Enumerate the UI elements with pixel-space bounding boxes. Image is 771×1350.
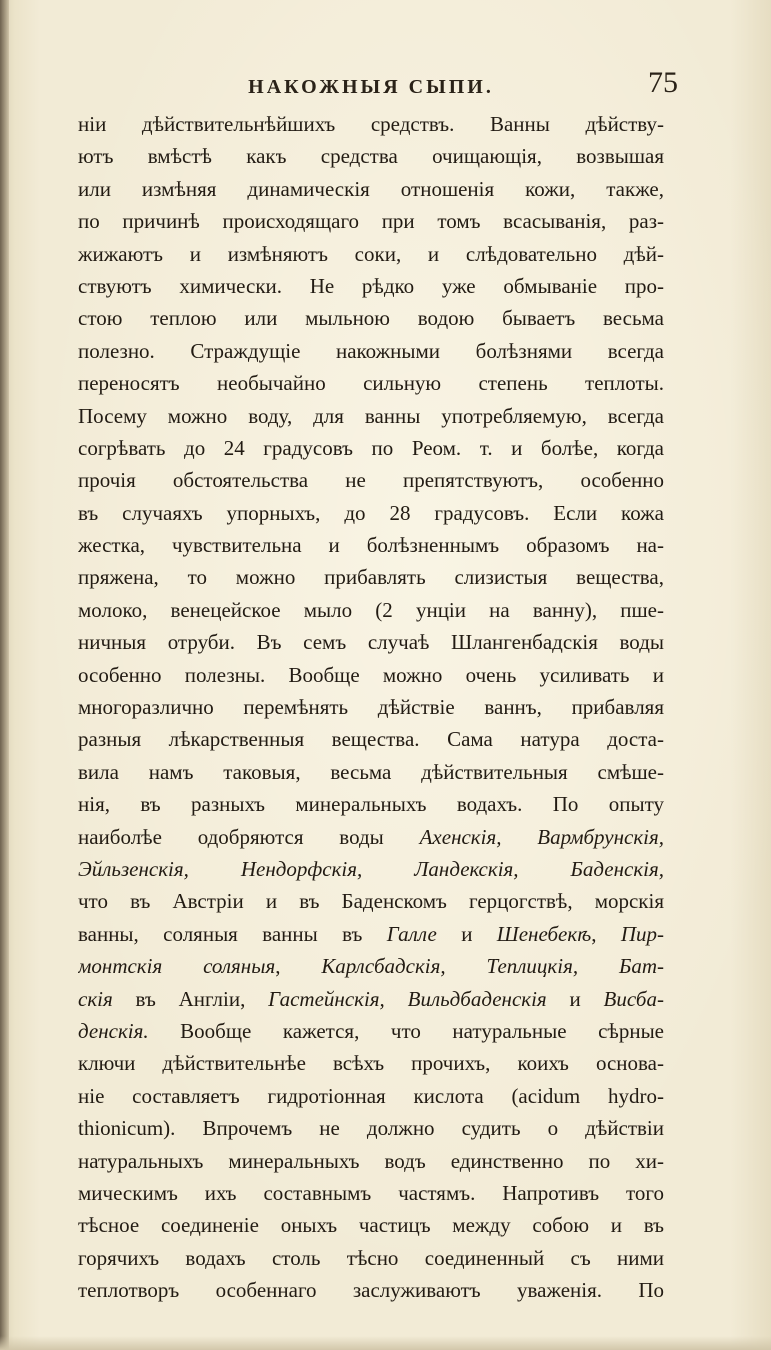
text-line bbox=[78, 950, 664, 982]
text-segment: многоразлично перемѣнять дѣйствiе ваннъ, прибавляя bbox=[78, 695, 664, 720]
text-line bbox=[78, 205, 664, 237]
text-segment: мическимъ ихъ составнымъ частямъ. Напротивъ того bbox=[78, 1180, 664, 1205]
body-text bbox=[78, 108, 664, 1306]
text-segment: стою теплою или мыльною водою бываетъ весьма bbox=[78, 306, 664, 331]
text-line bbox=[78, 756, 664, 788]
text-segment: Посему можно воду, для ванны употребляемую, всегда bbox=[78, 403, 664, 428]
text-segment: пряжена, то можно прибавлять слизистыя вещества, bbox=[78, 565, 664, 590]
text-line bbox=[78, 238, 664, 270]
page-header bbox=[78, 66, 678, 110]
text-line bbox=[78, 594, 664, 626]
text-segment: или измѣняя динамическiя отношенiя кожи, также, bbox=[78, 176, 664, 201]
page-gutter-edge bbox=[0, 0, 9, 1350]
text-segment: полезно. Страждущiе накожными болѣзнями всегда bbox=[78, 338, 664, 363]
text-line bbox=[78, 853, 664, 885]
text-line bbox=[78, 302, 664, 334]
text-line bbox=[78, 1047, 664, 1079]
text-segment: особенно полезны. Вообще можно очень усиливать и bbox=[78, 662, 664, 687]
text-line bbox=[78, 173, 664, 205]
text-line bbox=[78, 1177, 664, 1209]
text-segment: прочiя обстоятельства не препятствуютъ, особенно bbox=[78, 468, 664, 493]
italic-text-segment: Шенебекѣ bbox=[496, 921, 592, 946]
text-segment: горячихъ водахъ столь тѣсно соединенный съ ними bbox=[78, 1245, 664, 1270]
running-title: НАКОЖНЫЯ СЫПИ. bbox=[248, 76, 494, 98]
italic-text-segment: скiя bbox=[78, 986, 113, 1011]
text-segment: ствуютъ химически. Не рѣдко уже обмыванiе про- bbox=[78, 273, 664, 298]
text-segment: thionicum). Впрочемъ не должно судить о дѣйствiи bbox=[78, 1116, 664, 1141]
italic-text-segment: монтскiя соляныя bbox=[78, 954, 276, 979]
italic-text-segment: Висба- bbox=[603, 986, 664, 1011]
italic-text-segment: Гастейнскiя, Вильдбаденскiя bbox=[268, 986, 547, 1011]
text-line bbox=[78, 918, 664, 950]
text-segment: жестка, чувствительна и болѣзненнымъ образомъ на- bbox=[78, 533, 664, 558]
text-segment: нiи дѣйствительнѣйшихъ средствъ. Ванны дѣйству- bbox=[78, 112, 664, 136]
italic-text-segment: Ахенскiя, Вармбрунскiя, bbox=[419, 824, 664, 849]
text-segment: по причинѣ происходящаго при томъ всасыванiя, раз- bbox=[78, 209, 664, 234]
text-line bbox=[78, 691, 664, 723]
text-line bbox=[78, 335, 664, 367]
text-line bbox=[78, 432, 664, 464]
text-segment: въ Англiи, bbox=[112, 986, 269, 1011]
text-segment: и bbox=[436, 921, 497, 946]
text-segment: согрѣвать до 24 градусовъ по Реом. т. и болѣе, когда bbox=[78, 435, 664, 460]
italic-text-segment: Галле bbox=[386, 921, 437, 946]
text-line bbox=[78, 626, 664, 658]
text-line bbox=[78, 821, 664, 853]
text-line bbox=[78, 497, 664, 529]
text-segment: , bbox=[275, 954, 322, 979]
italic-text-segment: денскiя. bbox=[78, 1018, 149, 1043]
text-segment: что въ Австрiи и въ Баденскомъ герцогствѣ, морскiя bbox=[78, 889, 664, 914]
text-line bbox=[78, 1080, 664, 1112]
text-segment: вила намъ таковыя, весьма дѣйствительныя смѣше- bbox=[78, 759, 664, 784]
text-segment: теплотворъ особеннаго заслуживаютъ уваженiя. По bbox=[78, 1278, 664, 1303]
page-bottom-edge bbox=[0, 1336, 771, 1350]
italic-text-segment: Карлсбадскiя, Теплицкiя, Бат- bbox=[321, 954, 664, 979]
text-line bbox=[78, 1242, 664, 1274]
text-segment: въ случаяхъ упорныхъ, до 28 градусовъ. Если кожа bbox=[78, 500, 664, 525]
text-segment: натуральныхъ минеральныхъ водъ единственно по хи- bbox=[78, 1148, 664, 1173]
text-segment: ничныя отруби. Въ семъ случаѣ Шлангенбадскiя воды bbox=[78, 630, 664, 655]
text-line bbox=[78, 464, 664, 496]
text-segment: разныя лѣкарственныя вещества. Сама натура доста- bbox=[78, 727, 664, 752]
text-line bbox=[78, 367, 664, 399]
text-segment: ютъ вмѣстѣ какъ средства очищающiя, возвышая bbox=[78, 144, 664, 169]
page-number: 75 bbox=[648, 66, 678, 99]
text-line bbox=[78, 108, 664, 140]
text-segment: ключи дѣйствительнѣе всѣхъ прочихъ, коихъ основа- bbox=[78, 1051, 664, 1076]
text-segment: Вообще кажется, что натуральные сѣрные bbox=[148, 1018, 664, 1043]
text-segment: молоко, венецейское мыло (2 унцiи на ванну), пше- bbox=[78, 597, 664, 622]
text-segment: ванны, соляныя ванны въ bbox=[78, 921, 387, 946]
text-line bbox=[78, 529, 664, 561]
text-segment: нiя, въ разныхъ минеральныхъ водахъ. По опыту bbox=[78, 792, 664, 817]
italic-text-segment: Эйльзенскiя, Нендорфскiя, Ландекскiя, Баденскiя, bbox=[78, 856, 664, 881]
text-line bbox=[78, 983, 664, 1015]
text-line bbox=[78, 885, 664, 917]
text-line bbox=[78, 659, 664, 691]
text-line bbox=[78, 723, 664, 755]
text-line bbox=[78, 788, 664, 820]
text-line bbox=[78, 1112, 664, 1144]
text-segment: тѣсное соединенiе оныхъ частицъ между собою и въ bbox=[78, 1213, 664, 1238]
text-segment: нiе составляетъ гидротiонная кислота (acidum hydro- bbox=[78, 1083, 664, 1108]
text-line bbox=[78, 561, 664, 593]
text-segment: жижаютъ и измѣняютъ соки, и слѣдовательно дѣй- bbox=[78, 241, 664, 266]
text-line bbox=[78, 1015, 664, 1047]
text-segment: , bbox=[591, 921, 621, 946]
text-line bbox=[78, 140, 664, 172]
text-line bbox=[78, 1209, 664, 1241]
text-line bbox=[78, 270, 664, 302]
italic-text-segment: Пир- bbox=[620, 921, 664, 946]
text-segment: наиболѣе одобряются воды bbox=[78, 824, 420, 849]
text-line bbox=[78, 400, 664, 432]
text-line bbox=[78, 1145, 664, 1177]
text-segment: переносятъ необычайно сильную степень теплоты. bbox=[78, 371, 664, 396]
text-line bbox=[78, 1274, 664, 1306]
text-segment: и bbox=[546, 986, 604, 1011]
